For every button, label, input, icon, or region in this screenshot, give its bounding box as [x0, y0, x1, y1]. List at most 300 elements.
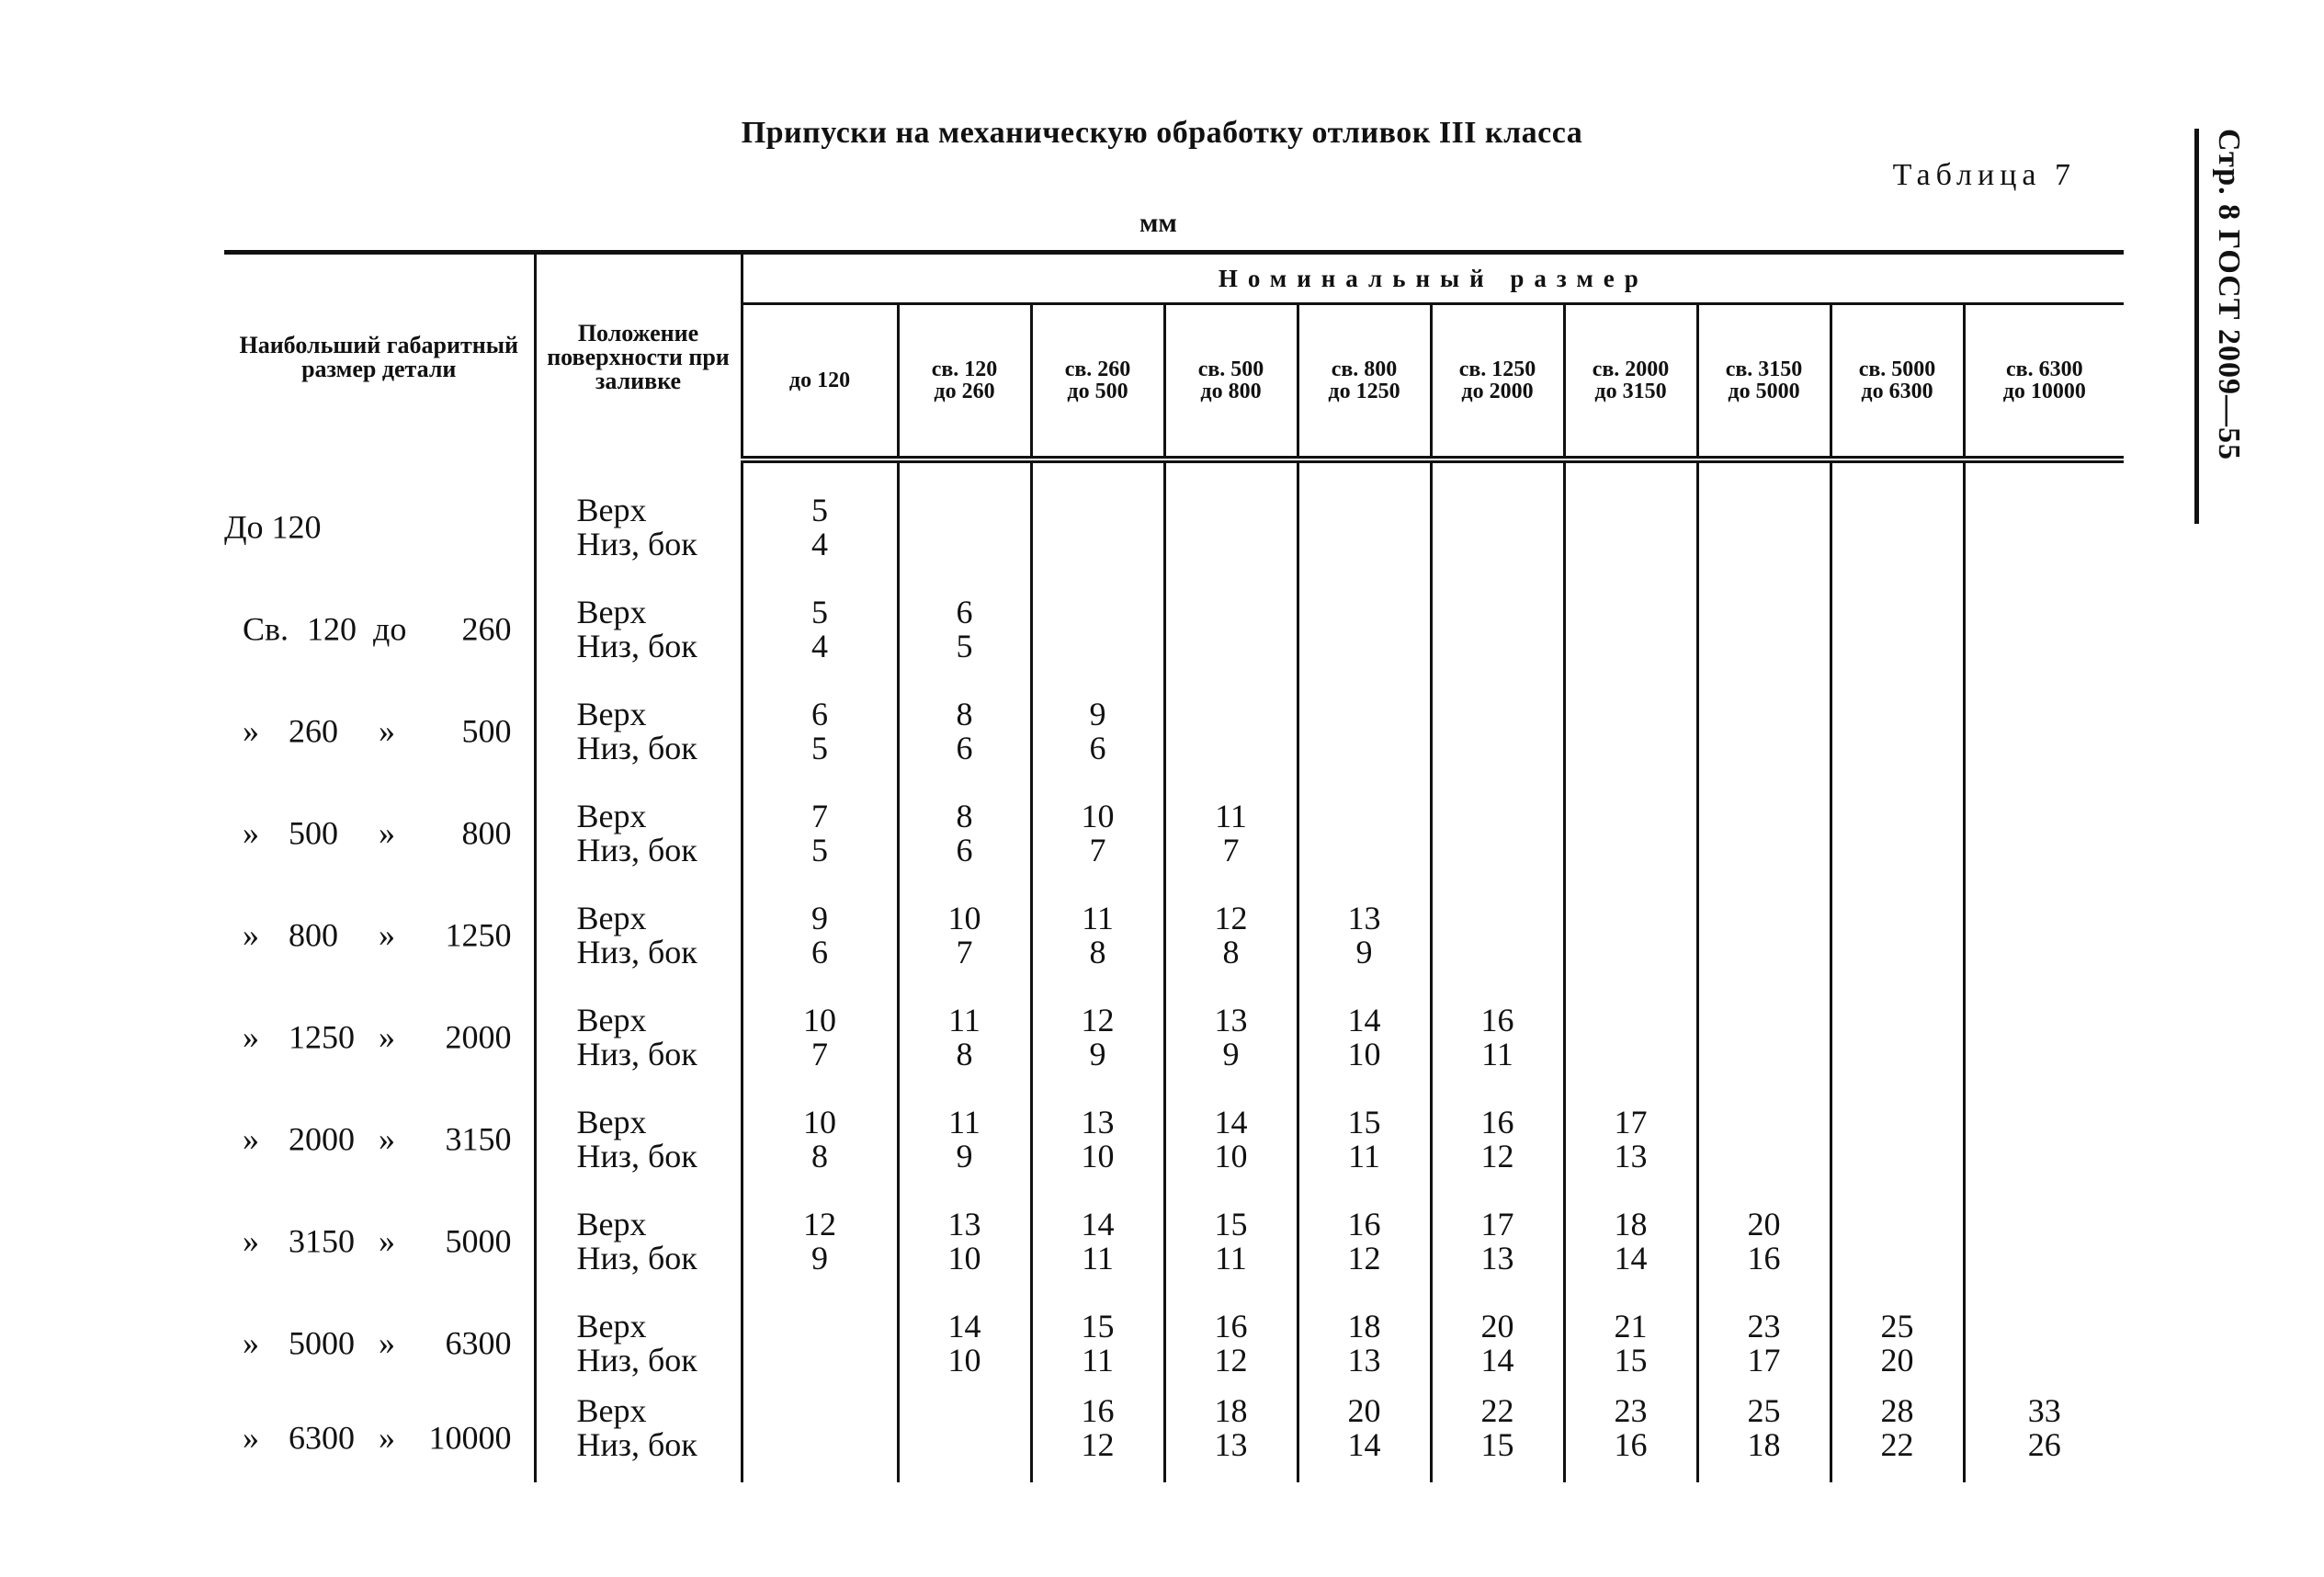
allowance-top-value: 8: [956, 797, 973, 834]
allowance-cell: [1831, 1088, 1964, 1190]
allowance-bottom-value: 14: [1347, 1426, 1381, 1463]
allowance-bottom-value: [1299, 732, 1430, 766]
allowance-top-value: 14: [1081, 1205, 1115, 1242]
allowance-bottom-value: [1166, 528, 1297, 562]
allowance-cell: [1298, 1292, 1431, 1394]
table-label: Таблица 7: [1892, 158, 2076, 192]
allowance-cell: [1164, 884, 1298, 986]
allowance-bottom-value: 4: [811, 525, 828, 562]
allowance-table: [224, 250, 2124, 1482]
allowance-top-value: [1966, 1208, 2125, 1242]
row-size-prefix: Св.: [243, 610, 289, 647]
allowance-bottom-value: [743, 1428, 897, 1462]
row-size-from: 260: [289, 712, 338, 749]
allowance-top-value: 16: [1214, 1307, 1248, 1344]
allowance-cell: [1031, 1292, 1164, 1394]
row-size-from: 120: [307, 610, 357, 647]
header-range-from: св. 5000: [1858, 357, 1936, 381]
allowance-top-value: 8: [956, 695, 973, 732]
allowance-top-value: 6: [811, 695, 828, 732]
allowance-top-value: [1166, 494, 1297, 528]
allowance-cell: [1964, 782, 2124, 884]
row-size-from: 3150: [289, 1222, 355, 1259]
allowance-cell: [1164, 986, 1298, 1088]
allowance-bottom-value: [1166, 630, 1297, 664]
row-size-to: 260: [461, 610, 512, 647]
allowance-top-value: [1566, 902, 1696, 936]
allowance-cell: [1164, 476, 1298, 578]
allowance-bottom-value: [1966, 1038, 2125, 1072]
allowance-cell: [1164, 1088, 1298, 1190]
allowance-bottom-value: 6: [956, 831, 973, 868]
row-size-prefix: »: [243, 814, 259, 851]
allowance-top-value: 22: [1480, 1392, 1514, 1429]
row-size-mid: до: [373, 610, 407, 647]
allowance-bottom-value: 9: [1089, 1035, 1106, 1072]
allowance-top-value: 10: [803, 1001, 836, 1038]
position-top: Верх: [576, 797, 647, 834]
allowance-top-value: [1832, 1004, 1963, 1038]
allowance-top-value: 16: [1480, 1103, 1514, 1140]
allowance-cell: [1564, 782, 1697, 884]
header-range-col: [1964, 304, 2124, 460]
allowance-cell: [742, 884, 898, 986]
allowance-bottom-value: [1699, 528, 1830, 562]
allowance-top-value: 21: [1614, 1307, 1648, 1344]
allowance-cell: [1298, 782, 1431, 884]
position-bottom-side: Низ, бок: [576, 627, 697, 664]
allowance-bottom-value: [1699, 732, 1830, 766]
allowance-cell: [1031, 476, 1164, 578]
allowance-bottom-value: 16: [1747, 1239, 1781, 1276]
header-max-size: Наибольший габаритный размер детали: [224, 253, 535, 460]
allowance-top-value: 15: [1214, 1205, 1248, 1242]
allowance-bottom-value: [1966, 1344, 2125, 1378]
header-range-to: до 260: [934, 380, 995, 403]
row-size-range: [224, 1088, 535, 1190]
allowance-bottom-value: 14: [1614, 1239, 1648, 1276]
allowance-cell: [1298, 680, 1431, 782]
position-bottom-side: Низ, бок: [576, 831, 697, 868]
allowance-top-value: [1433, 494, 1563, 528]
allowance-bottom-value: [1566, 528, 1696, 562]
position-bottom-side: Низ, бок: [576, 1239, 697, 1276]
allowance-bottom-value: [1832, 630, 1963, 664]
allowance-top-value: [900, 1394, 1030, 1428]
position-top: Верх: [576, 1001, 647, 1038]
allowance-top-value: 23: [1747, 1307, 1781, 1344]
position-top: Верх: [576, 695, 647, 732]
header-nominal-size: Номинальный размер: [742, 253, 2124, 304]
allowance-top-value: 9: [811, 899, 828, 936]
allowance-cell: [1564, 680, 1697, 782]
allowance-cell: [1031, 1394, 1164, 1482]
allowance-top-value: 11: [1082, 899, 1114, 936]
allowance-bottom-value: [1566, 630, 1696, 664]
allowance-cell: [1431, 1292, 1564, 1394]
row-size-prefix: »: [243, 1324, 259, 1361]
allowance-top-value: 15: [1347, 1103, 1381, 1140]
allowance-bottom-value: 9: [1222, 1035, 1240, 1072]
allowance-bottom-value: [1299, 834, 1430, 868]
row-position: [535, 680, 742, 782]
allowance-top-value: [1699, 1004, 1830, 1038]
allowance-bottom-value: 15: [1480, 1426, 1514, 1463]
allowance-cell: [898, 986, 1031, 1088]
allowance-top-value: [1832, 494, 1963, 528]
allowance-bottom-value: [1966, 834, 2125, 868]
allowance-cell: [1298, 884, 1431, 986]
allowance-top-value: [1033, 596, 1163, 630]
allowance-bottom-value: 12: [1214, 1341, 1248, 1378]
row-size-to: 1250: [445, 916, 512, 953]
row-size-prefix: »: [243, 1120, 259, 1157]
allowance-cell: [1964, 1088, 2124, 1190]
allowance-cell: [898, 476, 1031, 578]
header-range-to: до 500: [1067, 380, 1128, 403]
allowance-cell: [1031, 782, 1164, 884]
allowance-bottom-value: 9: [956, 1137, 973, 1174]
position-top: Верх: [576, 899, 647, 936]
row-position: [535, 476, 742, 578]
allowance-cell: [742, 1394, 898, 1482]
row-position: [535, 578, 742, 680]
position-bottom-side: Низ, бок: [576, 729, 697, 766]
allowance-top-value: [1832, 1106, 1963, 1140]
allowance-bottom-value: 11: [1348, 1137, 1380, 1174]
allowance-top-value: [1566, 494, 1696, 528]
allowance-bottom-value: [1033, 528, 1163, 562]
allowance-bottom-value: 7: [1222, 831, 1240, 868]
allowance-cell: [1298, 578, 1431, 680]
allowance-bottom-value: 13: [1480, 1239, 1514, 1276]
allowance-bottom-value: 15: [1614, 1341, 1648, 1378]
allowance-cell: [1697, 680, 1831, 782]
allowance-cell: [1431, 1088, 1564, 1190]
allowance-top-value: [1033, 494, 1163, 528]
header-range-from: св. 1250: [1458, 357, 1536, 381]
position-bottom-side: Низ, бок: [576, 525, 697, 562]
allowance-top-value: [1966, 698, 2125, 732]
position-top: Верх: [576, 1103, 647, 1140]
allowance-top-value: 23: [1614, 1392, 1648, 1429]
allowance-bottom-value: 10: [1081, 1137, 1115, 1174]
page-title: Припуски на механическую обработку отливок III класса: [741, 116, 1583, 150]
allowance-top-value: 10: [803, 1103, 836, 1140]
allowance-top-value: 20: [1347, 1392, 1381, 1429]
allowance-cell: [1298, 986, 1431, 1088]
header-range-col: [1164, 304, 1298, 460]
allowance-top-value: 11: [948, 1001, 981, 1038]
row-size-prefix: »: [243, 916, 259, 953]
position-top: Верх: [576, 1392, 647, 1429]
header-range-col: [1431, 304, 1564, 460]
allowance-bottom-value: [1832, 528, 1963, 562]
allowance-bottom-value: 5: [956, 627, 973, 664]
table-row: [224, 1394, 2124, 1482]
allowance-top-value: [1433, 800, 1563, 834]
allowance-top-value: [1433, 902, 1563, 936]
allowance-cell: [1564, 986, 1697, 1088]
allowance-cell: [1298, 1190, 1431, 1292]
allowance-top-value: [1966, 494, 2125, 528]
row-size-to: 6300: [445, 1324, 512, 1361]
allowance-cell: [1564, 1088, 1697, 1190]
allowance-top-value: [1166, 596, 1297, 630]
header-range-from: св. 2000: [1592, 357, 1670, 381]
allowance-bottom-value: 13: [1614, 1137, 1648, 1174]
allowance-bottom-value: [1299, 630, 1430, 664]
allowance-cell: [1564, 1292, 1697, 1394]
table-row: [224, 782, 2124, 884]
table-row: [224, 1292, 2124, 1394]
allowance-cell: [1697, 476, 1831, 578]
allowance-top-value: 17: [1614, 1103, 1648, 1140]
header-range-col: [742, 304, 898, 460]
allowance-top-value: 5: [811, 491, 828, 528]
allowance-top-value: [1299, 800, 1430, 834]
allowance-top-value: 12: [1214, 899, 1248, 936]
table-row: [224, 986, 2124, 1088]
allowance-top-value: 11: [948, 1103, 981, 1140]
allowance-cell: [1164, 782, 1298, 884]
allowance-bottom-value: [1566, 834, 1696, 868]
allowance-cell: [898, 782, 1031, 884]
allowance-top-value: 9: [1089, 695, 1106, 732]
row-size-range: [224, 782, 535, 884]
allowance-top-value: [1699, 902, 1830, 936]
row-size-mid: »: [379, 1018, 395, 1055]
allowance-bottom-value: [1832, 1140, 1963, 1174]
row-size-mid: »: [379, 814, 395, 851]
allowance-cell: [1831, 680, 1964, 782]
allowance-cell: [1831, 1292, 1964, 1394]
row-size-label: До 120: [224, 508, 322, 545]
allowance-bottom-value: 8: [1222, 933, 1240, 970]
allowance-cell: [1697, 1190, 1831, 1292]
allowance-bottom-value: [1966, 630, 2125, 664]
allowance-bottom-value: 14: [1480, 1341, 1514, 1378]
allowance-cell: [898, 578, 1031, 680]
allowance-top-value: [900, 494, 1030, 528]
allowance-top-value: [1966, 902, 2125, 936]
allowance-top-value: 11: [1215, 797, 1247, 834]
row-size-mid: »: [379, 1324, 395, 1361]
row-position: [535, 1088, 742, 1190]
table-row: [224, 1190, 2124, 1292]
allowance-top-value: [1832, 698, 1963, 732]
allowance-top-value: [1699, 800, 1830, 834]
allowance-cell: [1831, 986, 1964, 1088]
row-size-from: 6300: [289, 1419, 355, 1457]
allowance-top-value: 10: [947, 899, 981, 936]
allowance-cell: [1164, 1190, 1298, 1292]
allowance-bottom-value: 9: [811, 1239, 828, 1276]
allowance-cell: [1164, 1292, 1298, 1394]
allowance-bottom-value: 10: [1347, 1035, 1381, 1072]
side-running-header: [2194, 129, 2250, 533]
position-bottom-side: Низ, бок: [576, 1035, 697, 1072]
allowance-bottom-value: 26: [2027, 1426, 2061, 1463]
allowance-bottom-value: [900, 1428, 1030, 1462]
allowance-cell: [1831, 782, 1964, 884]
allowance-top-value: [1166, 698, 1297, 732]
row-position: [535, 782, 742, 884]
row-size-range: [224, 1190, 535, 1292]
header-range-col: [1031, 304, 1164, 460]
allowance-bottom-value: [1033, 630, 1163, 664]
allowance-cell: [898, 680, 1031, 782]
header-range-from: св. 800: [1331, 357, 1398, 381]
allowance-top-value: 13: [1347, 899, 1381, 936]
header-range-from: св. 3150: [1725, 357, 1803, 381]
allowance-cell: [1164, 578, 1298, 680]
allowance-cell: [1031, 1190, 1164, 1292]
allowance-top-value: [1832, 902, 1963, 936]
allowance-bottom-value: [1832, 936, 1963, 970]
allowance-cell: [1431, 578, 1564, 680]
allowance-top-value: 20: [1480, 1307, 1514, 1344]
allowance-bottom-value: 10: [947, 1341, 981, 1378]
allowance-top-value: 16: [1347, 1205, 1381, 1242]
allowance-top-value: [1566, 1004, 1696, 1038]
header-range-to: до 5000: [1728, 380, 1800, 403]
allowance-top-value: 13: [1214, 1001, 1248, 1038]
allowance-bottom-value: [900, 528, 1030, 562]
allowance-cell: [898, 1394, 1031, 1482]
allowance-bottom-value: 4: [811, 627, 828, 664]
allowance-cell: [742, 986, 898, 1088]
row-position: [535, 1394, 742, 1482]
allowance-cell: [1164, 1394, 1298, 1482]
allowance-top-value: [1832, 596, 1963, 630]
header-range-to: до 6300: [1861, 380, 1933, 403]
allowance-cell: [1831, 578, 1964, 680]
allowance-cell: [1431, 986, 1564, 1088]
allowance-top-value: [743, 1394, 897, 1428]
allowance-cell: [1964, 476, 2124, 578]
allowance-cell: [1697, 1394, 1831, 1482]
allowance-top-value: [1433, 698, 1563, 732]
allowance-cell: [1564, 1190, 1697, 1292]
allowance-top-value: 25: [1747, 1392, 1781, 1429]
allowance-cell: [1031, 1088, 1164, 1190]
table-row: [224, 680, 2124, 782]
allowance-top-value: [1566, 596, 1696, 630]
allowance-top-value: 17: [1480, 1205, 1514, 1242]
allowance-cell: [1298, 476, 1431, 578]
allowance-top-value: [1966, 1004, 2125, 1038]
header-range-col: [898, 304, 1031, 460]
allowance-bottom-value: [1566, 732, 1696, 766]
allowance-cell: [1831, 884, 1964, 986]
allowance-cell: [742, 476, 898, 578]
allowance-bottom-value: 10: [947, 1239, 981, 1276]
row-size-mid: »: [379, 712, 395, 749]
allowance-top-value: [1699, 596, 1830, 630]
allowance-top-value: [1699, 698, 1830, 732]
header-range-to: до 10000: [2002, 380, 2086, 403]
allowance-top-value: [1966, 596, 2125, 630]
allowance-bottom-value: [1966, 1242, 2125, 1276]
allowance-bottom-value: 11: [1215, 1239, 1247, 1276]
allowance-bottom-value: [1966, 936, 2125, 970]
header-range-to: до 2000: [1461, 380, 1534, 403]
position-top: Верх: [576, 491, 647, 528]
position-top: Верх: [576, 593, 647, 630]
allowance-bottom-value: [1433, 528, 1563, 562]
allowance-top-value: [1832, 800, 1963, 834]
allowance-bottom-value: [1433, 630, 1563, 664]
allowance-top-value: 14: [1214, 1103, 1248, 1140]
allowance-cell: [1697, 986, 1831, 1088]
allowance-bottom-value: 12: [1347, 1239, 1381, 1276]
row-size-from: 2000: [289, 1120, 355, 1157]
allowance-bottom-value: 11: [1082, 1239, 1114, 1276]
allowance-bottom-value: [1699, 834, 1830, 868]
allowance-bottom-value: 12: [1480, 1137, 1514, 1174]
row-size-mid: »: [379, 1419, 395, 1457]
allowance-top-value: 16: [1480, 1001, 1514, 1038]
allowance-top-value: [1966, 1106, 2125, 1140]
allowance-bottom-value: [1699, 936, 1830, 970]
allowance-cell: [1697, 884, 1831, 986]
allowance-top-value: 15: [1081, 1307, 1115, 1344]
allowance-bottom-value: 16: [1614, 1426, 1648, 1463]
allowance-cell: [1298, 1088, 1431, 1190]
allowance-cell: [1964, 1292, 2124, 1394]
side-header-text: Стр. 8 ГОСТ 2009—55: [2212, 129, 2246, 461]
allowance-top-value: 7: [811, 797, 828, 834]
allowance-cell: [1964, 1190, 2124, 1292]
row-size-range: [224, 1292, 535, 1394]
allowance-bottom-value: 7: [811, 1035, 828, 1072]
allowance-bottom-value: 7: [1089, 831, 1106, 868]
allowance-top-value: 12: [803, 1205, 836, 1242]
row-size-prefix: »: [243, 1419, 259, 1457]
header-pouring-position: Положение поверхности при заливке: [535, 253, 742, 460]
row-size-from: 1250: [289, 1018, 355, 1055]
allowance-top-value: 25: [1880, 1307, 1914, 1344]
allowance-cell: [1164, 680, 1298, 782]
row-size-to: 800: [461, 814, 512, 851]
row-size-to: 10000: [428, 1419, 512, 1457]
position-top: Верх: [576, 1205, 647, 1242]
allowance-bottom-value: [1832, 1242, 1963, 1276]
allowance-top-value: 18: [1347, 1307, 1381, 1344]
table-row: [224, 884, 2124, 986]
allowance-cell: [1964, 680, 2124, 782]
allowance-bottom-value: [1433, 834, 1563, 868]
header-range-from: св. 120: [931, 357, 998, 381]
allowance-cell: [742, 782, 898, 884]
allowance-top-value: 13: [1081, 1103, 1115, 1140]
allowance-top-value: [1299, 494, 1430, 528]
allowance-top-value: 10: [1081, 797, 1115, 834]
allowance-cell: [1031, 986, 1164, 1088]
allowance-bottom-value: 13: [1214, 1426, 1248, 1463]
allowance-cell: [898, 1088, 1031, 1190]
row-size-to: 500: [461, 712, 512, 749]
allowance-bottom-value: 9: [1355, 933, 1373, 970]
allowance-cell: [742, 1292, 898, 1394]
allowance-bottom-value: [1433, 732, 1563, 766]
row-size-to: 2000: [445, 1018, 512, 1055]
allowance-bottom-value: 6: [811, 933, 828, 970]
allowance-cell: [1564, 884, 1697, 986]
allowance-cell: [1431, 1190, 1564, 1292]
allowance-bottom-value: 6: [1089, 729, 1106, 766]
